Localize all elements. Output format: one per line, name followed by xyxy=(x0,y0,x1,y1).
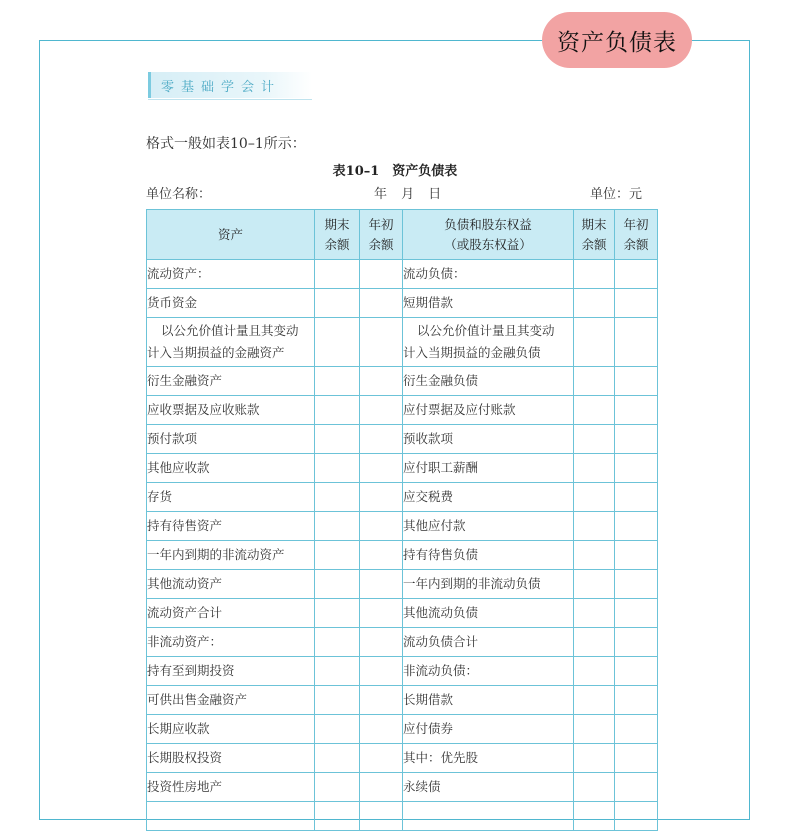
table-row xyxy=(147,773,658,802)
value-cell xyxy=(574,744,615,773)
table-row xyxy=(147,657,658,686)
balance-sheet-table xyxy=(146,209,658,831)
table-row xyxy=(147,628,658,657)
date-label: 年 月 日 xyxy=(374,187,442,202)
value-cell xyxy=(315,599,360,628)
unit-name-label: 单位名称： xyxy=(146,187,212,202)
book-title: 零基础学会计 xyxy=(148,72,312,98)
value-cell xyxy=(360,570,403,599)
asset-cell: 流动资产合计 xyxy=(147,599,315,628)
value-cell xyxy=(574,318,615,367)
liability-cell: 以公允价值计量且其变动 计入当期损益的金融负债 xyxy=(403,318,574,367)
table-row xyxy=(147,260,658,289)
table-row xyxy=(147,570,658,599)
book-title-underline xyxy=(148,99,312,100)
value-cell xyxy=(615,318,658,367)
asset-cell: 货币资金 xyxy=(147,289,315,318)
value-cell xyxy=(574,367,615,396)
liability-cell: 持有待售负债 xyxy=(403,541,574,570)
value-cell xyxy=(315,289,360,318)
value-cell xyxy=(615,483,658,512)
value-cell xyxy=(615,744,658,773)
value-cell xyxy=(360,512,403,541)
value-cell xyxy=(360,425,403,454)
value-cell xyxy=(315,628,360,657)
value-cell xyxy=(615,599,658,628)
asset-cell: 非流动资产： xyxy=(147,628,315,657)
liability-cell: 流动负债： xyxy=(403,260,574,289)
value-cell xyxy=(360,367,403,396)
value-cell xyxy=(615,802,658,831)
value-cell xyxy=(574,570,615,599)
liability-cell: 短期借款 xyxy=(403,289,574,318)
value-cell xyxy=(574,657,615,686)
value-cell xyxy=(574,773,615,802)
value-cell xyxy=(315,512,360,541)
value-cell xyxy=(315,541,360,570)
value-cell xyxy=(574,512,615,541)
liability-cell: 非流动负债： xyxy=(403,657,574,686)
value-cell xyxy=(360,773,403,802)
value-cell xyxy=(360,260,403,289)
table-row xyxy=(147,367,658,396)
value-cell xyxy=(615,686,658,715)
asset-cell: 预付款项 xyxy=(147,425,315,454)
asset-cell: 流动资产： xyxy=(147,260,315,289)
value-cell xyxy=(574,599,615,628)
asset-cell: 投资性房地产 xyxy=(147,773,315,802)
liability-cell: 其中：优先股 xyxy=(403,744,574,773)
value-cell xyxy=(615,289,658,318)
value-cell xyxy=(315,454,360,483)
intro-text: 格式一般如表10–1所示： xyxy=(146,136,306,152)
asset-cell: 持有至到期投资 xyxy=(147,657,315,686)
table-row xyxy=(147,599,658,628)
asset-cell: 其他应收款 xyxy=(147,454,315,483)
value-cell xyxy=(315,570,360,599)
asset-cell: 其他流动资产 xyxy=(147,570,315,599)
value-cell xyxy=(615,715,658,744)
value-cell xyxy=(574,483,615,512)
liability-cell: 流动负债合计 xyxy=(403,628,574,657)
liability-cell xyxy=(403,802,574,831)
value-cell xyxy=(574,686,615,715)
table-row xyxy=(147,289,658,318)
asset-cell xyxy=(147,802,315,831)
value-cell xyxy=(574,425,615,454)
value-cell xyxy=(315,744,360,773)
value-cell xyxy=(615,541,658,570)
table-caption: 表10–1 资产负债表 xyxy=(332,164,458,179)
value-cell xyxy=(574,260,615,289)
table-row xyxy=(147,318,658,367)
value-cell xyxy=(615,570,658,599)
liability-cell: 其他流动负债 xyxy=(403,599,574,628)
value-cell xyxy=(615,454,658,483)
value-cell xyxy=(315,686,360,715)
value-cell xyxy=(574,541,615,570)
table-row xyxy=(147,425,658,454)
asset-cell: 长期应收款 xyxy=(147,715,315,744)
liability-cell: 应付债券 xyxy=(403,715,574,744)
asset-cell: 长期股权投资 xyxy=(147,744,315,773)
value-cell xyxy=(574,802,615,831)
liability-cell: 应交税费 xyxy=(403,483,574,512)
liability-cell: 永续债 xyxy=(403,773,574,802)
asset-cell: 一年内到期的非流动资产 xyxy=(147,541,315,570)
header-asset: 资产 xyxy=(147,210,315,260)
value-cell xyxy=(615,512,658,541)
value-cell xyxy=(360,715,403,744)
header-liab-begin-balance: 年初 余额 xyxy=(615,210,658,260)
table-row xyxy=(147,541,658,570)
currency-label: 单位：元 xyxy=(590,187,643,202)
value-cell xyxy=(615,657,658,686)
value-cell xyxy=(615,396,658,425)
asset-cell: 可供出售金融资产 xyxy=(147,686,315,715)
header-liabilities-equity: 负债和股东权益 （或股东权益） xyxy=(403,210,574,260)
header-liab-end-balance: 期末 余额 xyxy=(574,210,615,260)
value-cell xyxy=(315,715,360,744)
table-header-row xyxy=(147,210,658,260)
value-cell xyxy=(360,541,403,570)
liability-cell: 应付票据及应付账款 xyxy=(403,396,574,425)
value-cell xyxy=(615,367,658,396)
value-cell xyxy=(315,773,360,802)
value-cell xyxy=(615,628,658,657)
value-cell xyxy=(574,289,615,318)
table-row xyxy=(147,715,658,744)
value-cell xyxy=(574,628,615,657)
section-badge: 资产负债表 xyxy=(542,12,692,68)
liability-cell: 衍生金融负债 xyxy=(403,367,574,396)
asset-cell: 持有待售资产 xyxy=(147,512,315,541)
table-row xyxy=(147,512,658,541)
header-asset-begin-balance: 年初 余额 xyxy=(360,210,403,260)
value-cell xyxy=(315,318,360,367)
liability-cell: 长期借款 xyxy=(403,686,574,715)
value-cell xyxy=(360,599,403,628)
value-cell xyxy=(315,802,360,831)
value-cell xyxy=(360,657,403,686)
liability-cell: 应付职工薪酬 xyxy=(403,454,574,483)
value-cell xyxy=(315,483,360,512)
value-cell xyxy=(360,289,403,318)
value-cell xyxy=(574,396,615,425)
value-cell xyxy=(574,454,615,483)
liability-cell: 其他应付款 xyxy=(403,512,574,541)
value-cell xyxy=(360,454,403,483)
asset-cell: 应收票据及应收账款 xyxy=(147,396,315,425)
value-cell xyxy=(360,396,403,425)
table-row xyxy=(147,686,658,715)
table-row xyxy=(147,483,658,512)
value-cell xyxy=(360,802,403,831)
value-cell xyxy=(615,773,658,802)
value-cell xyxy=(574,715,615,744)
asset-cell: 存货 xyxy=(147,483,315,512)
value-cell xyxy=(360,318,403,367)
value-cell xyxy=(315,367,360,396)
table-row xyxy=(147,454,658,483)
asset-cell: 以公允价值计量且其变动 计入当期损益的金融资产 xyxy=(147,318,315,367)
value-cell xyxy=(360,628,403,657)
table-row xyxy=(147,396,658,425)
value-cell xyxy=(360,483,403,512)
value-cell xyxy=(315,396,360,425)
value-cell xyxy=(315,260,360,289)
liability-cell: 一年内到期的非流动负债 xyxy=(403,570,574,599)
value-cell xyxy=(315,425,360,454)
liability-cell: 预收款项 xyxy=(403,425,574,454)
value-cell xyxy=(615,425,658,454)
value-cell xyxy=(315,657,360,686)
value-cell xyxy=(615,260,658,289)
table-row xyxy=(147,744,658,773)
table-row xyxy=(147,802,658,831)
value-cell xyxy=(360,744,403,773)
header-asset-end-balance: 期末 余额 xyxy=(315,210,360,260)
value-cell xyxy=(360,686,403,715)
asset-cell: 衍生金融资产 xyxy=(147,367,315,396)
